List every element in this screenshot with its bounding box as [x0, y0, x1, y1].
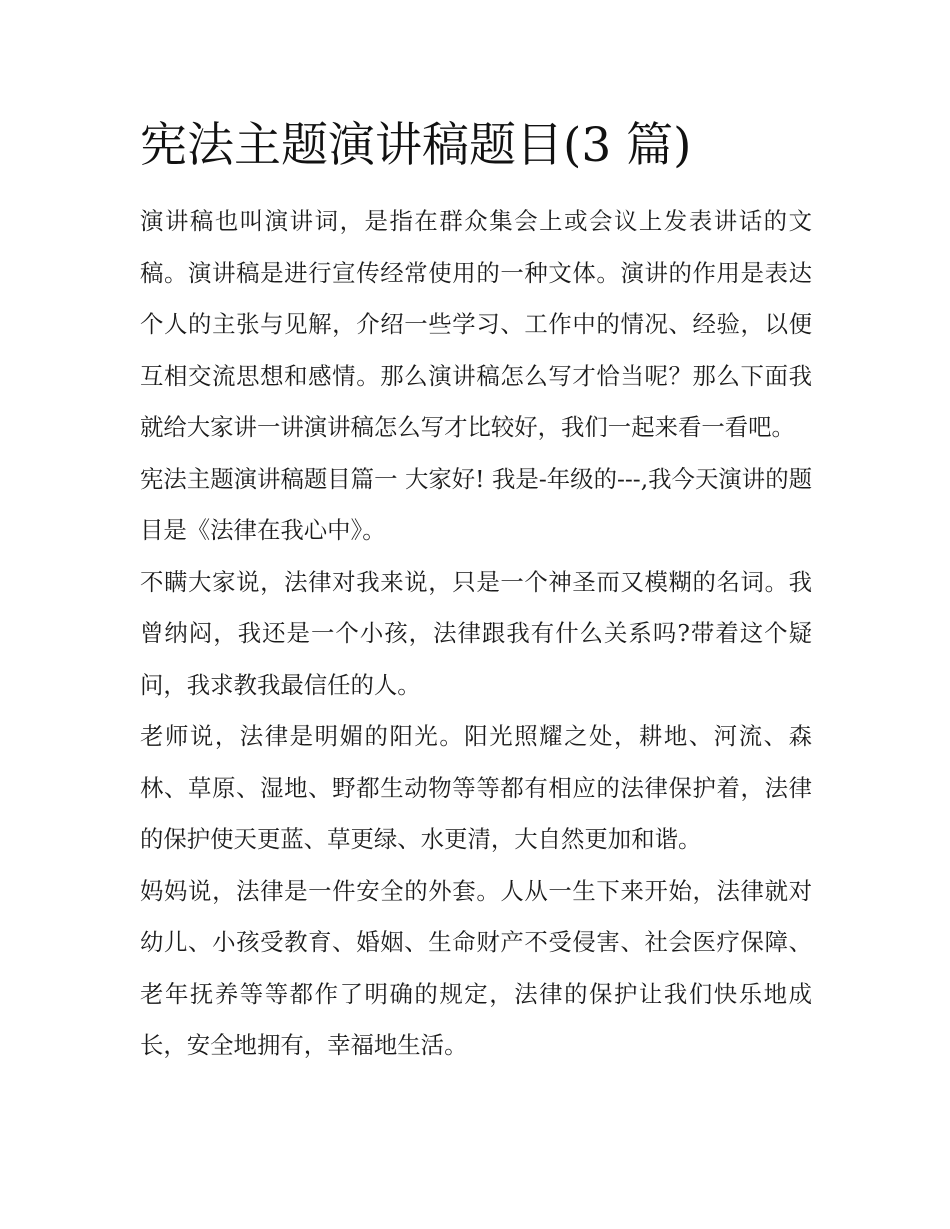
document-title: 宪法主题演讲稿题目(3 篇) — [140, 118, 692, 173]
paragraph-mother: 妈妈说，法律是一件安全的外套。人从一生下来开始，法律就对幼儿、小孩受教育、婚姻、生命财产不受侵害、社会医疗保障、老年抚养等等都作了明确的规定，法律的保护让我们快乐地成长，安全地拥有，幸福地生活。 — [140, 876, 812, 1059]
paragraph-teacher: 老师说，法律是明媚的阳光。阳光照耀之处，耕地、河流、森林、草原、湿地、野都生动物等等都有相应的法律保护着，法律的保护使天更蓝、草更绿、水更清，大自然更加和谐。 — [140, 722, 812, 853]
document-body — [140, 196, 812, 1072]
paragraph-question: 不瞒大家说，法律对我来说，只是一个神圣而又模糊的名词。我曾纳闷，我还是一个小孩，法律跟我有什么关系吗?带着这个疑问，我求教我最信任的人。 — [140, 567, 812, 699]
paragraph-greeting: 宪法主题演讲稿题目篇一 大家好! 我是-年级的---,我今天演讲的题目是《法律在我心中》。 — [140, 464, 812, 544]
paragraph-intro: 演讲稿也叫演讲词，是指在群众集会上或会议上发表讲话的文稿。演讲稿是进行宣传经常使用的一种文体。演讲的作用是表达个人的主张与见解，介绍一些学习、工作中的情况、经验，以便互相交流思想和感情。那么演讲稿怎么写才恰当呢？那么下面我就给大家讲一讲演讲稿怎么写才比较好，我们一起来看一看吧。 — [140, 207, 812, 441]
